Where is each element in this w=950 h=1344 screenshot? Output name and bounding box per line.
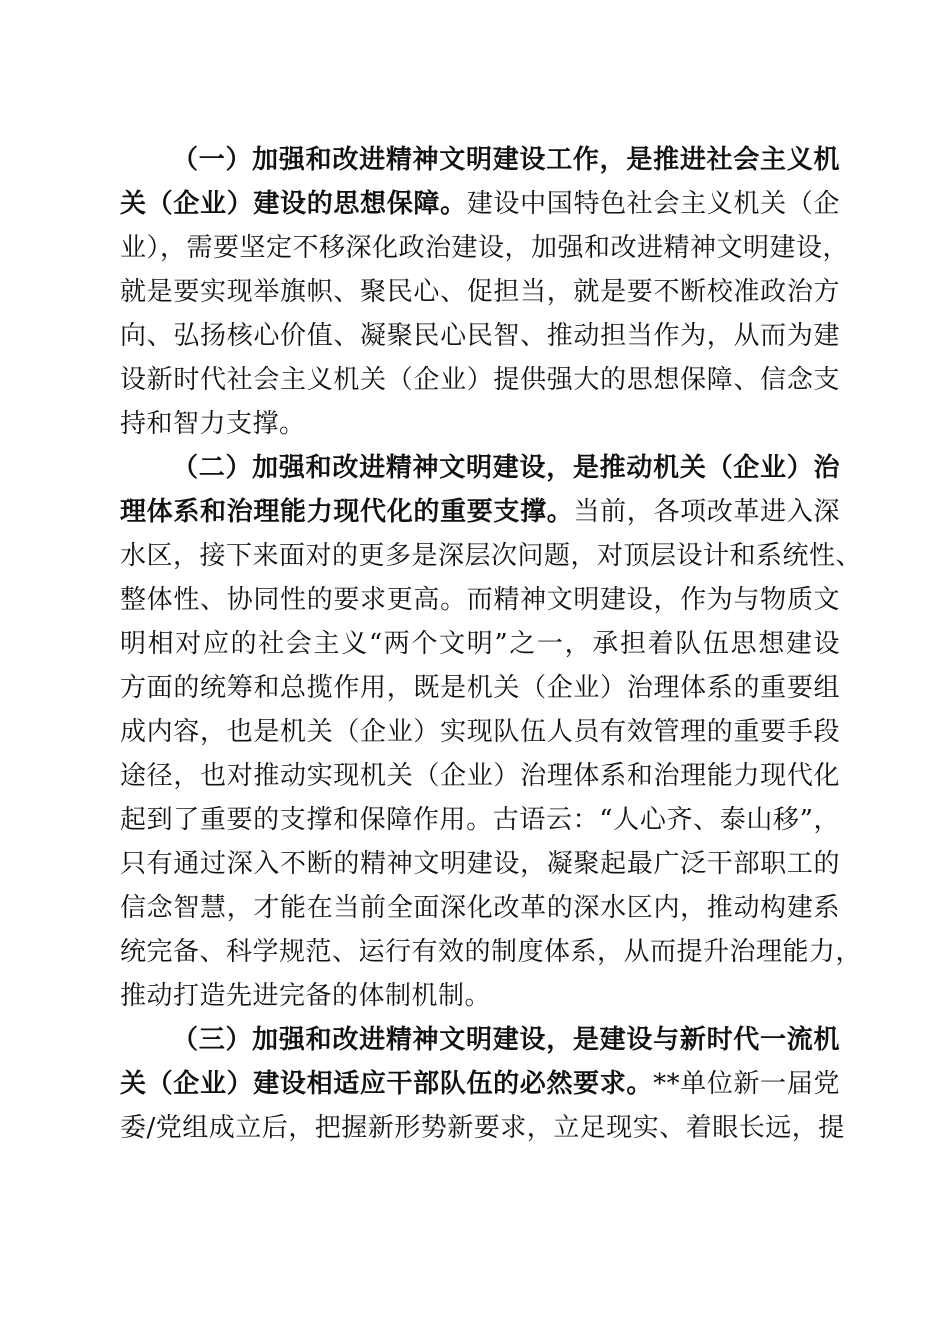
bold-heading-text: 关（企业）建设相适应干部队伍的必然要求。 (120, 1069, 654, 1099)
body-text: 建设中国特色社会主义机关（企 (466, 189, 840, 219)
text-line (120, 446, 840, 490)
text-line (120, 138, 840, 182)
body-text: 推动打造先进完备的体制机制。 (120, 981, 492, 1011)
body-text: 成内容，也是机关（企业）实现队伍人员有效管理的重要手段 (120, 717, 840, 747)
document-page (120, 138, 863, 1150)
body-text: 方面的统筹和总揽作用，既是机关（企业）治理体系的重要组 (120, 673, 840, 703)
text-line (120, 402, 840, 446)
body-text: 信念智慧，才能在当前全面深化改革的深水区内，推动构建系 (120, 893, 840, 923)
text-line (120, 270, 840, 314)
text-line (120, 798, 840, 842)
body-text: 起到了重要的支撑和保障作用。古语云：“人心齐、泰山移”， (120, 805, 840, 835)
body-text: 只有通过深入不断的精神文明建设，凝聚起最广泛干部职工的 (120, 849, 840, 879)
body-text: 向、弘扬核心价值、凝聚民心民智、推动担当作为，从而为建 (120, 321, 840, 351)
text-line (120, 974, 840, 1018)
body-text: 委/党组成立后，把握新形势新要求，立足现实、着眼长远，提 (120, 1113, 845, 1143)
text-line (120, 314, 840, 358)
text-line (120, 930, 863, 974)
text-line (120, 666, 840, 710)
text-line (120, 842, 840, 886)
body-text: **单位新一届党 (653, 1069, 840, 1099)
body-text: 当前，各项改革进入深 (573, 497, 840, 527)
bold-heading-text: 关（企业）建设的思想保障。 (120, 189, 467, 219)
body-text: 业），需要坚定不移深化政治建设，加强和改进精神文明建设， (120, 233, 850, 263)
text-line (120, 534, 863, 578)
text-line (120, 1106, 845, 1150)
body-text: 就是要实现举旗帜、聚民心、促担当，就是要不断校准政治方 (120, 277, 840, 307)
paragraph-2 (120, 446, 863, 1018)
text-line (120, 710, 840, 754)
text-line (120, 578, 840, 622)
paragraph-3 (120, 1018, 845, 1150)
body-text: 整体性、协同性的要求更高。而精神文明建设，作为与物质文 (120, 585, 840, 615)
text-line (120, 182, 840, 226)
bold-heading-text: （三）加强和改进精神文明建设，是建设与新时代一流机 (172, 1025, 840, 1055)
text-line (120, 226, 850, 270)
text-line (120, 1018, 840, 1062)
body-text: 途径，也对推动实现机关（企业）治理体系和治理能力现代化 (120, 761, 840, 791)
body-text: 持和智力支撑。 (120, 409, 306, 439)
bold-heading-text: 理体系和治理能力现代化的重要支撑。 (120, 497, 574, 527)
text-line (120, 886, 840, 930)
body-text: 明相对应的社会主义“两个文明”之一，承担着队伍思想建设 (120, 629, 840, 659)
text-line (120, 754, 840, 798)
paragraph-1 (120, 138, 850, 446)
text-line (120, 622, 840, 666)
text-line (120, 1062, 840, 1106)
text-line (120, 490, 840, 534)
body-text: 设新时代社会主义机关（企业）提供强大的思想保障、信念支 (120, 365, 840, 395)
bold-heading-text: （二）加强和改进精神文明建设，是推动机关（企业）治 (172, 453, 840, 483)
bold-heading-text: （一）加强和改进精神文明建设工作，是推进社会主义机 (172, 145, 840, 175)
text-line (120, 358, 840, 402)
body-text: 统完备、科学规范、运行有效的制度体系，从而提升治理能力， (120, 937, 863, 967)
body-text: 水区，接下来面对的更多是深层次问题，对顶层设计和系统性、 (120, 541, 863, 571)
